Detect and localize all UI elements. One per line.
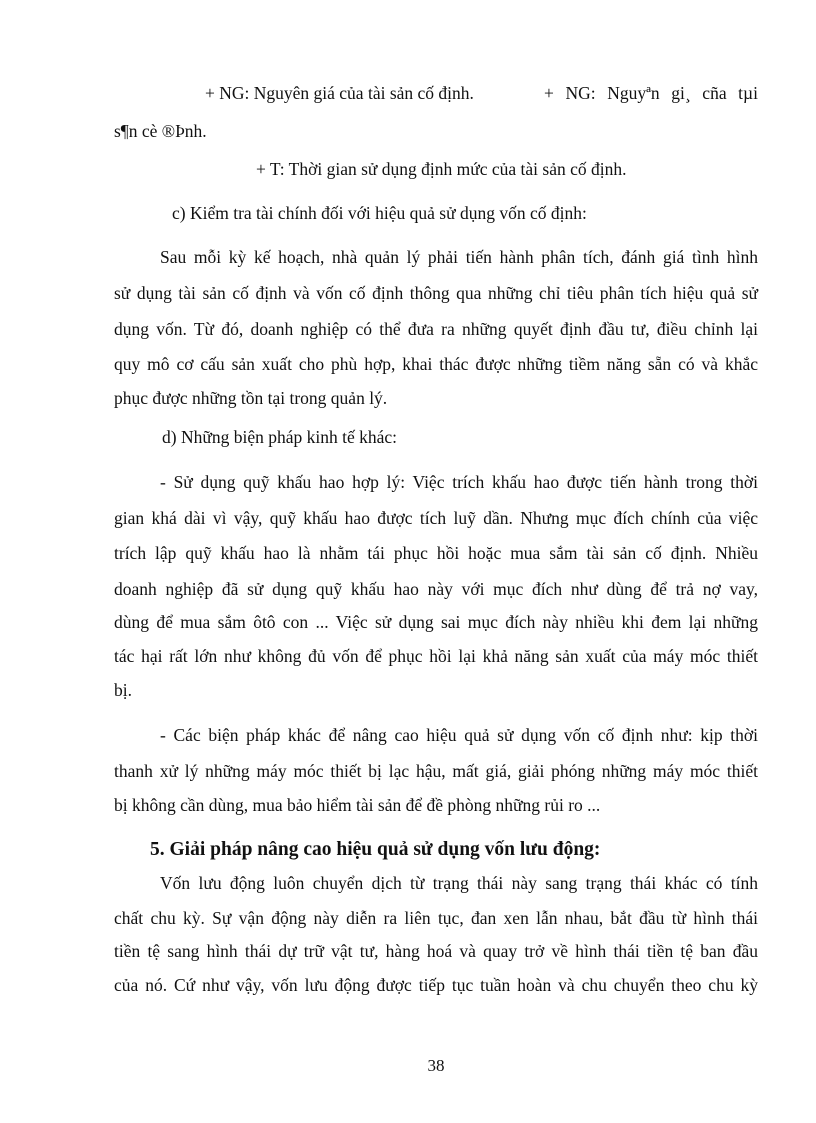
paragraph-line: tiền tệ sang hình thái dự trữ vật tư, hàng hoá và quay trở về hình thái tiền tệ ban đầu — [114, 941, 758, 961]
paragraph-line: dùng để mua sắm ôtô con ... Việc sử dụng sai mục đích này nhiều khi đem lại những — [114, 612, 758, 632]
paragraph-line: thanh xử lý những máy móc thiết bị lạc hậu, mất giá, giải phóng những máy móc thiết — [114, 761, 758, 781]
section-d-title: d) Những biện pháp kinh tế khác: — [162, 427, 397, 447]
paragraph-line: phục được những tồn tại trong quản lý. — [114, 388, 388, 408]
paragraph-line: sử dụng tài sản cố định và vốn cố định thông qua những chỉ tiêu phân tích hiệu quả sử — [114, 283, 758, 303]
paragraph-line: trích lập quỹ khấu hao là nhằm tái phục hồi hoặc mua sắm tài sản cố định. Nhiều — [114, 543, 758, 563]
paragraph-line: gian khá dài vì vậy, quỹ khấu hao được tích luỹ dần. Nhưng mục đích chính của việc — [114, 508, 758, 528]
t-definition-line: + T: Thời gian sử dụng định mức của tài sản cố định. — [256, 159, 627, 179]
paragraph-line: chất chu kỳ. Sự vận động này diễn ra liên tục, đan xen lẫn nhau, bắt đầu từ hình thái — [114, 908, 758, 928]
paragraph-line: Sau mỗi kỳ kế hoạch, nhà quản lý phải tiến hành phân tích, đánh giá tình hình — [160, 247, 758, 267]
paragraph-line: - Sử dụng quỹ khấu hao hợp lý: Việc trích khấu hao được tiến hành trong thời — [160, 472, 758, 492]
page-number: 38 — [427, 1056, 445, 1075]
paragraph-line: Vốn lưu động luôn chuyển dịch từ trạng thái này sang trạng thái khác có tính — [160, 873, 758, 893]
ng-line-left: + NG: Nguyên giá của tài sản cố định. — [205, 83, 474, 103]
paragraph-line: tác hại rất lớn như không đủ vốn để phục hồi lại khả năng sản xuất của máy móc thiết — [114, 646, 758, 666]
ng-line-continued: s¶n cè ®Þnh. — [114, 121, 207, 141]
paragraph-line: doanh nghiệp đã sử dụng quỹ khấu hao này với mục đích như dùng để trả nợ vay, — [114, 579, 758, 599]
paragraph-line: dụng vốn. Từ đó, doanh nghiệp có thể đưa ra những quyết định đầu tư, điều chỉnh lại — [114, 319, 758, 339]
paragraph-line: quy mô cơ cấu sản xuất cho phù hợp, khai thác được những tiềm năng sẵn có và khắc — [114, 354, 758, 374]
paragraph-line: - Các biện pháp khác để nâng cao hiệu quả sử dụng vốn cố định như: kịp thời — [160, 725, 758, 745]
ng-line-right: + NG: Nguyªn gi¸ cña tµi — [544, 83, 758, 103]
paragraph-line: bị. — [114, 680, 132, 700]
paragraph-line: của nó. Cứ như vậy, vốn lưu động được tiếp tục tuần hoàn và chu chuyển theo chu kỳ — [114, 975, 758, 995]
section-5-heading: 5. Giải pháp nâng cao hiệu quả sử dụng vốn lưu động: — [150, 839, 601, 860]
section-c-title: c) Kiểm tra tài chính đối với hiệu quả sử dụng vốn cố định: — [172, 203, 587, 223]
paragraph-line: bị không cần dùng, mua bảo hiểm tài sản để đề phòng những rủi ro ... — [114, 795, 601, 815]
